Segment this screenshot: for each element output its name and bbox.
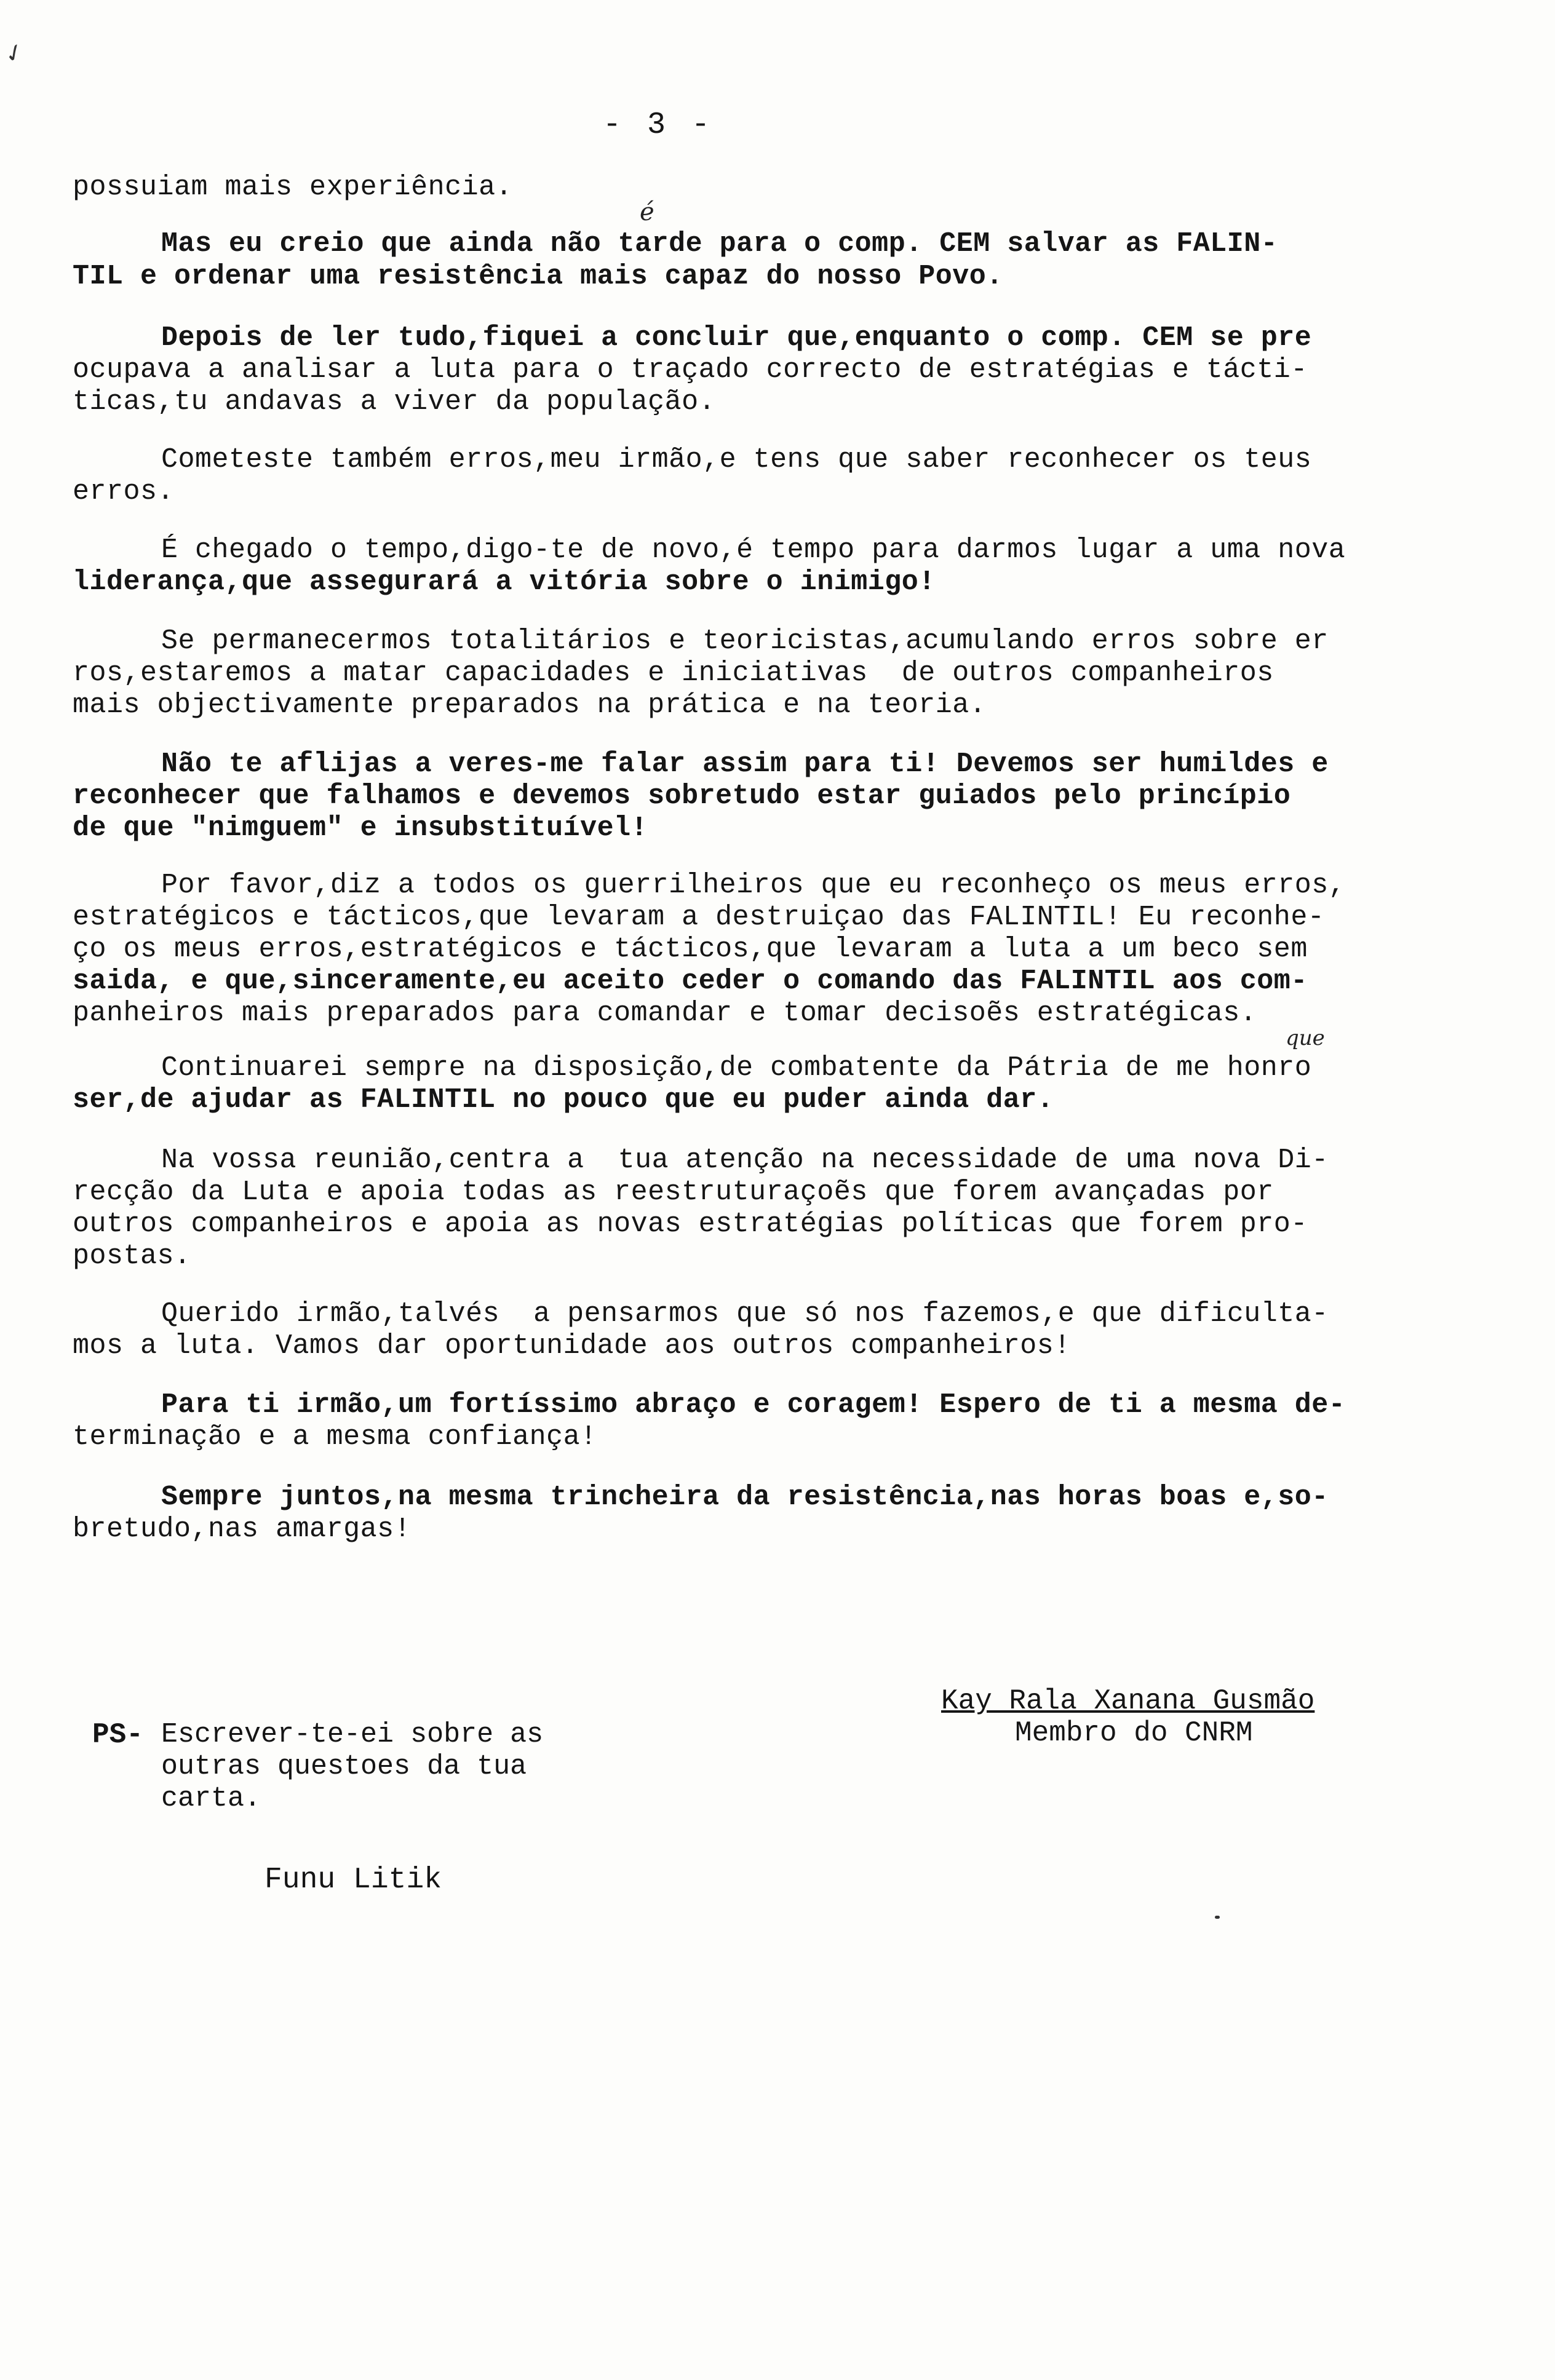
paragraph-line: ço os meus erros,estratégicos e tácticos,que levaram a luta a um beco sem (73, 934, 1308, 965)
paragraph-line: ser,de ajudar as FALINTIL no pouco que eu puder ainda dar. (73, 1084, 1054, 1116)
paragraph-line: de que "nimguem" e insubstituível! (73, 812, 648, 844)
signature-role: Membro do CNRM (1015, 1717, 1253, 1749)
ink-speck (1215, 1916, 1220, 1919)
paragraph-line: liderança,que assegurará a vitória sobre o inimigo! (73, 566, 936, 598)
postscript-line: outras questoes da tua (161, 1751, 527, 1782)
paragraph-line: bretudo,nas amargas! (73, 1513, 412, 1545)
handwritten-insert: é (640, 198, 654, 226)
paragraph-line: saida, e que,sinceramente,eu aceito ceder o comando das FALINTIL aos com- (73, 966, 1308, 997)
paragraph-line: outros companheiros e apoia as novas estratégias políticas que forem pro- (73, 1208, 1308, 1240)
paragraph-line: Querido irmão,talvés a pensarmos que só nos fazemos,e que dificulta- (161, 1298, 1329, 1330)
paragraph-line: Depois de ler tudo,fiquei a concluir que,enquanto o comp. CEM se pre (161, 322, 1312, 354)
paragraph-line: Continuarei sempre na disposição,de combatente da Pátria de me honro (161, 1052, 1312, 1084)
handwritten-insert: que (1286, 1026, 1325, 1050)
paragraph-line: Para ti irmão,um fortíssimo abraço e coragem! Espero de ti a mesma de- (161, 1389, 1346, 1421)
paragraph-line: estratégicos e tácticos,que levaram a destruiçao das FALINTIL! Eu reconhe- (73, 902, 1325, 933)
paragraph-line: mais objectivamente preparados na prática e na teoria. (73, 689, 987, 721)
signoff-name: Funu Litik (264, 1863, 442, 1897)
paragraph-line: recção da Luta e apoia todas as reestruturaçoẽs que forem avançadas por (73, 1176, 1274, 1208)
paragraph-line: Por favor,diz a todos os guerrilheiros que eu reconheço os meus erros, (161, 870, 1346, 901)
paragraph-line: ros,estaremos a matar capacidades e iniciativas de outros companheiros (73, 657, 1274, 689)
paragraph-line: terminação e a mesma confiança! (73, 1421, 597, 1453)
paragraph-line: Cometeste também erros,meu irmão,e tens que saber reconhecer os teus (161, 444, 1312, 475)
page-number: - 3 - (603, 108, 714, 143)
postscript-line: carta. (161, 1783, 261, 1814)
paragraph-line: TIL e ordenar uma resistência mais capaz do nosso Povo. (73, 261, 1003, 292)
paragraph-line: panheiros mais preparados para comandar e tomar decisoẽs estratégicas. (73, 998, 1257, 1029)
paragraph-line: Não te aflijas a veres-me falar assim para ti! Devemos ser humildes e (161, 748, 1329, 780)
paragraph-line: reconhecer que falhamos e devemos sobretudo estar guiados pelo princípio (73, 780, 1291, 812)
paragraph-line: mos a luta. Vamos dar oportunidade aos outros companheiros! (73, 1330, 1071, 1362)
ink-mark: ✓ (1, 37, 29, 73)
paragraph-line: ticas,tu andavas a viver da população. (73, 386, 716, 418)
paragraph-line: postas. (73, 1240, 191, 1272)
paragraph-line: Na vossa reunião,centra a tua atenção na necessidade de uma nova Di- (161, 1144, 1329, 1176)
paragraph-line: Sempre juntos,na mesma trincheira da resistência,nas horas boas e,so- (161, 1482, 1329, 1513)
paragraph-line: Mas eu creio que ainda não tarde para o comp. CEM salvar as FALIN- (161, 228, 1278, 260)
paragraph-line: É chegado o tempo,digo-te de novo,é tempo para darmos lugar a uma nova (161, 534, 1346, 566)
paragraph-line: Se permanecermos totalitários e teoricistas,acumulando erros sobre er (161, 625, 1329, 657)
signature-name: Kay Rala Xanana Gusmão (941, 1685, 1315, 1717)
paragraph-line: ocupava a analisar a luta para o traçado correcto de estratégias e tácti- (73, 354, 1308, 386)
paragraph-line: erros. (73, 476, 175, 507)
postscript-line: Escrever-te-ei sobre as (161, 1719, 544, 1750)
postscript-label: PS- (92, 1719, 143, 1751)
paragraph-line: possuiam mais experiência. (73, 172, 513, 203)
